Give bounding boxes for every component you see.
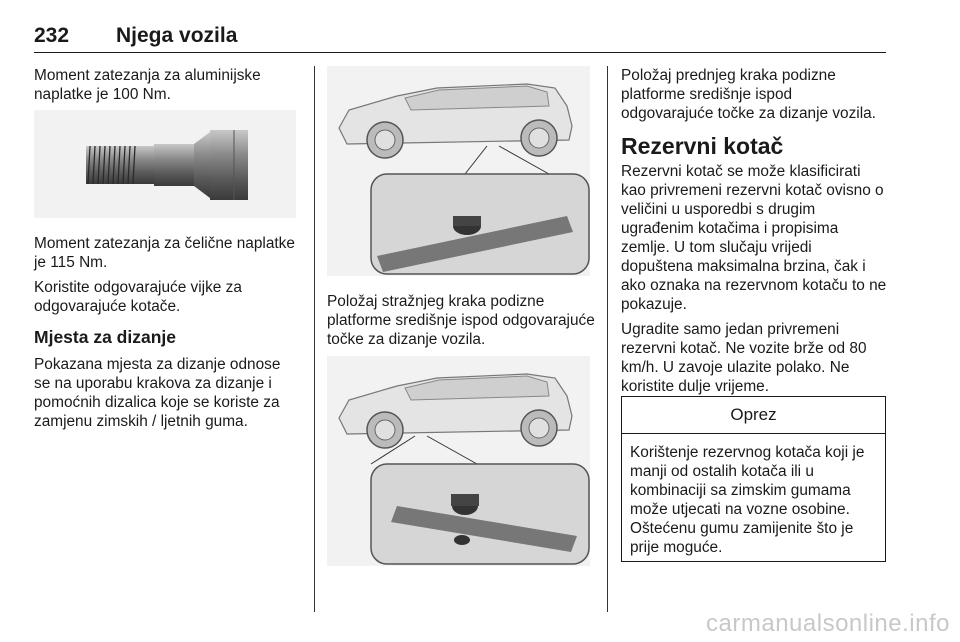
column-1 (34, 66, 296, 104)
torque-steel-text: Moment zatezanja za čelične naplatke je 115 Nm. (34, 235, 295, 271)
wheel-bolt-drawing (34, 110, 296, 218)
lifting-points-text: Pokazana mjesta za dizanje odnose se na uporabu krakova za dizanje i pomoćnih dizalica koje se koriste za zamjenu zimskih / ljetnih guma. (34, 356, 281, 430)
rear-lift-caption: Položaj stražnjeg kraka podizne platforme središnje ispod odgovarajuće točke za dizanje vozila. (327, 293, 595, 348)
bolts-text: Koristite odgovarajuće vijke za odgovarajuće kotače. (34, 279, 242, 315)
suv-rear-lift-drawing (327, 66, 590, 276)
page-header (34, 22, 886, 53)
column-3 (621, 66, 887, 396)
suv-front-lift-drawing (327, 356, 590, 566)
spare-wheel-usage-text: Ugradite samo jedan privremeni rezervni kotač. Ne vozite brže od 80 km/h. U zavoje ulazite polako. Ne koristite dulje vrijeme. (621, 321, 867, 395)
front-lift-caption: Položaj prednjeg kraka podizne platforme središnje ispod odgovarajuće točke za dizanje vozila. (621, 67, 876, 122)
wheel-bolt-illustration (34, 110, 296, 218)
rear-lift-caption-block (327, 292, 597, 349)
section-title: Njega vozila (116, 24, 238, 47)
watermark: carmanualsonline.info (706, 610, 950, 637)
spare-wheel-heading: Rezervni kotač (621, 133, 784, 159)
caution-title: Oprez (622, 397, 885, 434)
column-divider-right (607, 66, 608, 612)
column-1-lower (34, 234, 296, 431)
caution-box (621, 396, 886, 562)
page-number: 232 (34, 24, 70, 47)
front-lift-point-illustration (327, 356, 590, 566)
torque-aluminium-text: Moment zatezanja za aluminijske naplatke je 100 Nm. (34, 67, 261, 103)
spare-wheel-text: Rezervni kotač se može klasificirati kao privremeni rezervni kotač ovisno o veličini u usporedbi s drugim ugrađenim kotačima i propisima zemlje. U tom slučaju vrijedi dopuštena maksimalna brzina, čak i ako oznaka na rezervnom kotaču to ne pokazuje. (621, 163, 887, 313)
column-divider-left (314, 66, 315, 612)
rear-lift-point-illustration (327, 66, 590, 276)
lifting-points-heading: Mjesta za dizanje (34, 327, 176, 347)
caution-text: Korištenje rezervnog kotača koji je manji od ostalih kotača ili u kombinaciji sa zimskim gumama može utjecati na vozne osobine. Oštećenu gumu zamijenite što je prije moguće. (630, 444, 865, 556)
